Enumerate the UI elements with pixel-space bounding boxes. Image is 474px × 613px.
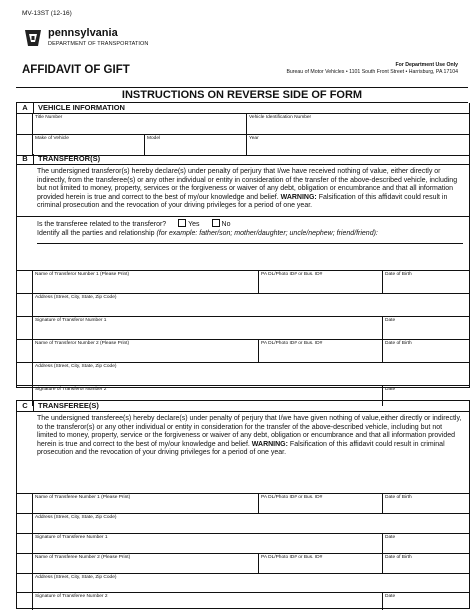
transferor1-name-field[interactable]: Name of Transferor Number 1 (Please Print) [33, 271, 259, 293]
section-letter: B [17, 154, 34, 164]
section-transferees [16, 400, 470, 609]
make-field[interactable]: Make of Vehicle [33, 135, 145, 155]
form-title: AFFIDAVIT OF GIFT [22, 64, 130, 76]
department-use-box [286, 62, 458, 76]
transferee-statement [17, 412, 469, 458]
transferor2-signature-field[interactable]: Signature of Transferor Number 2 [33, 386, 383, 406]
section-b-header [17, 154, 469, 165]
affidavit-form [8, 4, 466, 609]
model-field[interactable]: Model [145, 135, 247, 155]
section-c-header [17, 401, 469, 412]
transferor1-signature-field[interactable]: Signature of Transferor Number 1 [33, 317, 383, 339]
transferor1-id-field[interactable]: PA DL/Photo ID# or Bus. ID# [259, 271, 383, 293]
brand [48, 28, 149, 47]
section-letter: A [17, 103, 34, 113]
transferor1-dob-field[interactable]: Date of Birth [385, 272, 412, 277]
section-letter: C [17, 401, 34, 411]
transferee1-name-field[interactable]: Name of Transferee Number 1 (Please Print) [33, 494, 259, 513]
transferee1-address-field[interactable]: Address (Street, City, State, Zip Code) [35, 515, 117, 520]
transferee1-dob-field[interactable]: Date of Birth [385, 495, 412, 500]
section-a-header [17, 103, 469, 114]
transferee2-name-field[interactable]: Name of Transferee Number 2 (Please Print) [33, 554, 259, 573]
transferee2-date-field[interactable]: Date [385, 594, 396, 599]
brand-name: pennsylvania [48, 27, 118, 39]
yes-checkbox[interactable] [178, 219, 186, 227]
keystone-logo-icon [22, 28, 44, 48]
transferee2-id-field[interactable]: PA DL/Photo ID# or Bus. ID# [259, 554, 383, 573]
identify-example: (for example: father/son; mother/daughter; uncle/nephew; friend/friend): [156, 229, 378, 237]
transferee2-dob-field[interactable]: Date of Birth [385, 555, 412, 560]
statement-text: The undersigned transferee(s) hereby declare(s) under penalty of perjury that I/we have given nothing of value,either directly or indirectly, to the transferor(s) or any other individual or entity in consideration for the transfer of the above-described vehicle, including but not limited to money, property, service or the forgiveness or waiver of any debt, obligation or encumbrance and that all information provided herein is true and correct to the best of my/our knowledge and belief. [37, 415, 462, 448]
transferor1-address-field[interactable]: Address (Street, City, State, Zip Code) [35, 295, 117, 300]
relationship-line[interactable] [37, 242, 463, 244]
section-label: VEHICLE INFORMATION [38, 103, 125, 112]
transferor1-date-field[interactable]: Date [385, 318, 396, 323]
transferee1-id-field[interactable]: PA DL/Photo ID# or Bus. ID# [259, 494, 383, 513]
title-number-field[interactable]: Title Number [33, 114, 247, 134]
transferor2-address-field[interactable]: Address (Street, City, State, Zip Code) [35, 364, 117, 369]
statement-text: The undersigned transferor(s) hereby declare(s) under penalty of perjury that I/we have received nothing of value, either directly or indirectly, from the transferee(s) or any other individual or entity in consideration of the transfer of the above-described vehicle, including but not limited to money, property, services or the forgiveness or waiver of any debt, obligation or encumbrance and that all information provided herein is true and correct to the best of my/our knowledge and belief. [37, 168, 458, 201]
instructions-banner: INSTRUCTIONS ON REVERSE SIDE OF FORM [16, 87, 468, 103]
transferee2-signature-field[interactable]: Signature of Transferee Number 2 [33, 593, 383, 610]
yes-label: Yes [188, 220, 200, 228]
section-transferors [16, 154, 470, 392]
form-number: MV-13ST (12-16) [22, 10, 72, 17]
warning-label: WARNING: [251, 440, 288, 448]
transferor2-id-field[interactable]: PA DL/Photo ID# or Bus. ID# [259, 340, 383, 362]
no-checkbox[interactable] [212, 219, 220, 227]
transferor2-dob-field[interactable]: Date of Birth [385, 341, 412, 346]
vin-field[interactable]: Vehicle Identification Number [249, 115, 312, 120]
transferee1-date-field[interactable]: Date [385, 535, 396, 540]
department-use-title: For Department Use Only [395, 62, 458, 68]
transferee2-address-field[interactable]: Address (Street, City, State, Zip Code) [35, 575, 117, 580]
section-label: TRANSFEREE(S) [38, 401, 99, 410]
transferor2-date-field[interactable]: Date [385, 387, 396, 392]
transferor2-name-field[interactable]: Name of Transferor Number 2 (Please Print) [33, 340, 259, 362]
warning-text: Falsification of this affidavit could result in criminal prosecution and the revocation of your driving privileges for a period of one year. [37, 440, 445, 456]
identify-text: Identify all the parties and relationship [37, 229, 157, 237]
warning-label: WARNING: [280, 193, 317, 201]
no-label: No [221, 220, 231, 228]
section-vehicle-information [16, 103, 470, 156]
department-address: Bureau of Motor Vehicles • 1101 South Front Street • Harrisburg, PA 17104 [286, 69, 458, 75]
transferor-statement [17, 165, 469, 211]
section-label: TRANSFEROR(S) [38, 154, 101, 163]
question-text: Is the transferee related to the transferor? [37, 220, 167, 228]
year-field[interactable]: Year [249, 136, 259, 141]
transferee1-signature-field[interactable]: Signature of Transferee Number 1 [33, 534, 383, 553]
relationship-question [17, 216, 469, 238]
warning-text: Falsification of this affidavit could result in criminal prosecution and the revocation of your driving privileges for a period of one year. [37, 193, 448, 209]
department-name: DEPARTMENT OF TRANSPORTATION [48, 41, 149, 47]
